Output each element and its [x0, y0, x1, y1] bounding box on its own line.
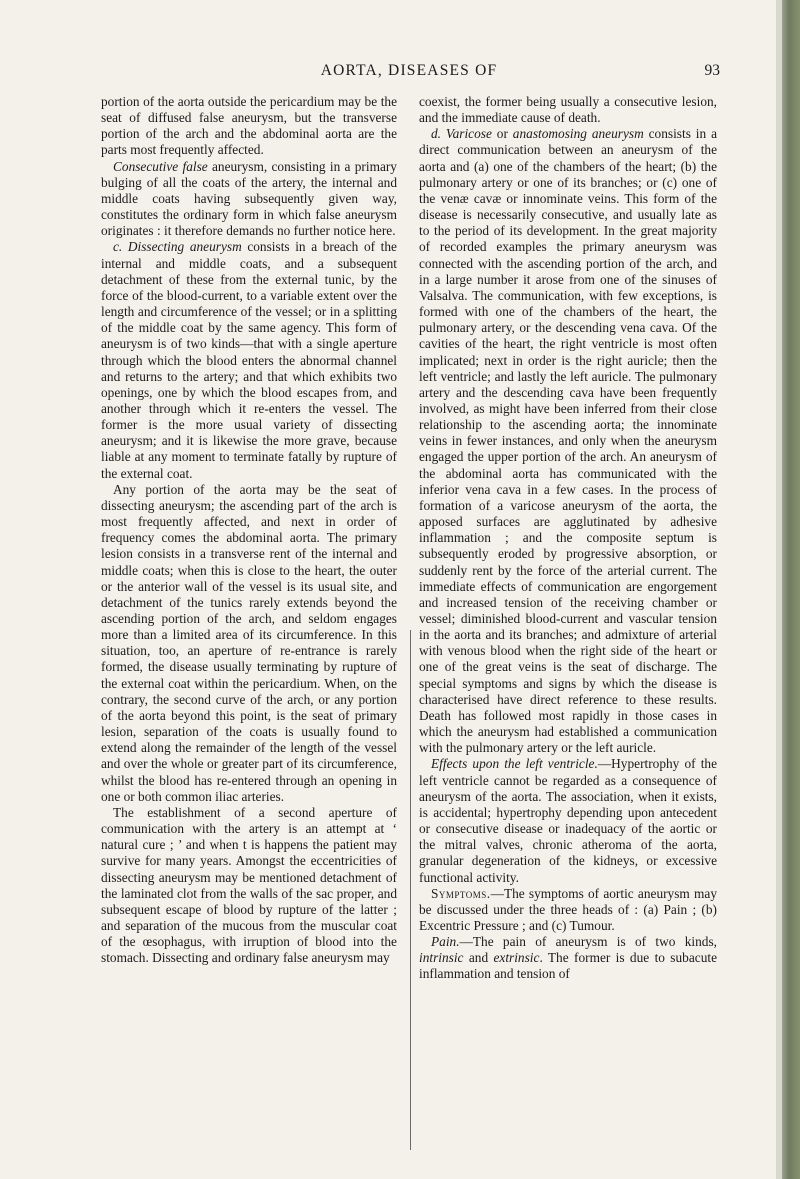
- right-column: [419, 94, 717, 983]
- column-rule: [410, 630, 411, 1150]
- section-label: d. Varicose: [431, 126, 492, 142]
- paragraph: [419, 934, 717, 982]
- section-label: anastomosing aneurysm: [512, 126, 644, 142]
- paragraph-text: —Hypertrophy of the left ventricle cannot be regarded as a consequence of aneurysm of the aorta. The association, when it exists, is accidental; hypertrophy depending upon antecedent or consecutive disease or inadequacy of the aortic or the mitral valves, chronic atheroma of the aorta, granular degeneration of the kidneys, or excessive functional activity.: [419, 756, 718, 885]
- section-label: Effects upon the left ventricle.: [431, 756, 598, 772]
- paragraph: Any portion of the aorta may be the seat of dissecting aneurysm; the ascending part of the arch is most frequently affected, and next in order of frequency comes the abdominal aorta. The primary lesion consists in a transverse rent of the internal and middle coats; when this is close to the heart, the outer or the anterior wall of the vessel is its usual site, and detachment of the tunics rarely extends beyond the ascending portion of the arch, and seldom engages more than a limited area of its circumference. In this situation, too, an aperture of re-entrance is rarely formed, the disease usually terminating by rupture of the external coat within the pericardium. When, on the contrary, the second curve of the arch, or any portion of the aorta beyond this point, is the seat of primary lesion, separation of the coats is usually found to extend along the remainder of the length of the vessel and over the whole or greater part of its circumference, whilst the blood has re-entered through an opening in one or both common iliac arteries.: [101, 481, 397, 804]
- section-label: Symptoms.: [431, 885, 491, 901]
- section-label: Consecutive false: [113, 158, 208, 174]
- left-column: [101, 94, 397, 966]
- section-label: c. Dissecting aneurysm: [113, 239, 242, 255]
- term: extrinsic: [493, 950, 540, 966]
- paragraph: [419, 886, 717, 934]
- running-header: [98, 62, 720, 84]
- paragraph-text: or: [491, 126, 513, 142]
- paragraph-text: consists in a breach of the internal and middle coats, and a subsequent detachment of these from the external tunic, by the force of the blood-current, to a variable extent over the length and circumference of the vessel; or in a splitting of the middle coat by the same agency. This form of aneurysm is of two kinds—that with a single aperture through which the blood enters the abnormal channel and returns to the artery; and that which exhibits two openings, one by which the blood escapes from, and another through which it re-enters the vessel. The former is the more usual variety of dissecting aneurysm; and it is likewise the more grave, because liable at any moment to terminate fatally by rupture of the external coat.: [101, 239, 397, 481]
- paragraph-text: . The former is due to subacute inflammation and tension of: [419, 950, 717, 982]
- paragraph-text: —The symptoms of aortic aneurysm may be discussed under the three heads of : (a) Pain ; (b) Excentric Pressure ; and (c) Tumour.: [419, 885, 717, 933]
- page-number: 93: [704, 62, 720, 79]
- paragraph-text: aneurysm, consisting in a primary bulging of all the coats of the artery, the internal and middle coats having subsequently given way, constitutes the ordinary form in which false aneurysm originates : it therefore demands no further notice here.: [101, 158, 397, 239]
- paragraph: The establishment of a second aperture of communication with the artery is an attempt at ‘ natural cure ; ’ and when t is happens the patient may survive for many years. Amongst the eccentricities of dissecting aneurysm may be mentioned detachment of the laminated clot from the walls of the sac proper, and subsequent escape of blood by rupture of the latter ; and separation of the mucous from the muscular coat of the œsophagus, with irruption of blood into the stomach. Dissecting and ordinary false aneurysm may: [101, 804, 397, 966]
- book-spine-edge: [782, 0, 800, 1179]
- paragraph: portion of the aorta outside the pericardium may be the seat of diffused false aneurysm, but the transverse portion of the arch and the abdominal aorta are the parts most frequently affected.: [101, 94, 397, 158]
- paragraph: [101, 239, 397, 481]
- paragraph-text: and: [463, 950, 494, 966]
- paragraph: [419, 756, 717, 885]
- paragraph-text: consists in a direct communication between an aneurysm of the aorta and (a) one of the chambers of the heart; (b) the pulmonary artery or one of its branches; or (c) one of the venæ cavæ or innominate veins. This form of the disease is necessarily consecutive, and usually late as to the period of its development. In the great majority of recorded examples the primary aneurysm was connected with the ascending portion of the arch, and in a large number it arose from one of the sinuses of Valsalva. The communication, with few exceptions, is formed with one of the chambers of the heart, the pulmonary artery, or the descending vena cava. Of the cavities of the heart, the right ventricle is most often implicated; next in order is the right auricle; then the left ventricle; and lastly the left auricle. The pulmonary artery and the descending cava have been frequently involved, as might have been inferred from their close relationship to the ascending aorta; the innominate veins in fewer instances, and only when the aneurysm engaged the upper portion of the arch. An aneurysm of the abdominal aorta has communicated with the inferior vena cava in a few cases. In the process of formation of a varicose aneurysm of the aorta, the apposed surfaces are agglutinated by adhesive inflammation ; and the composite septum is subsequently eroded by progressive absorption, or suddenly rent by the force of the arterial current. The immediate effects of communication are engorgement and increased tension of the receiving chamber or vessel; diminished blood-current and vascular tension in the aorta and its branches; and admixture of arterial with venous blood when the right side of the heart or one of the great veins is the seat of discharge. The special symptoms and signs by which the disease is characterised have direct reference to these results. Death has followed most rapidly in those cases in which the aneurysm had established a communication with the pulmonary artery or the left auricle.: [419, 126, 717, 756]
- paragraph: [419, 126, 717, 756]
- paragraph: coexist, the former being usually a consecutive lesion, and the immediate cause of death.: [419, 94, 717, 126]
- term: intrinsic: [419, 950, 464, 966]
- page-title: AORTA, DISEASES OF: [320, 62, 498, 79]
- section-label: Pain.: [431, 934, 460, 950]
- paragraph-text: —The pain of aneurysm is of two kinds,: [459, 934, 717, 950]
- paragraph: [101, 159, 397, 240]
